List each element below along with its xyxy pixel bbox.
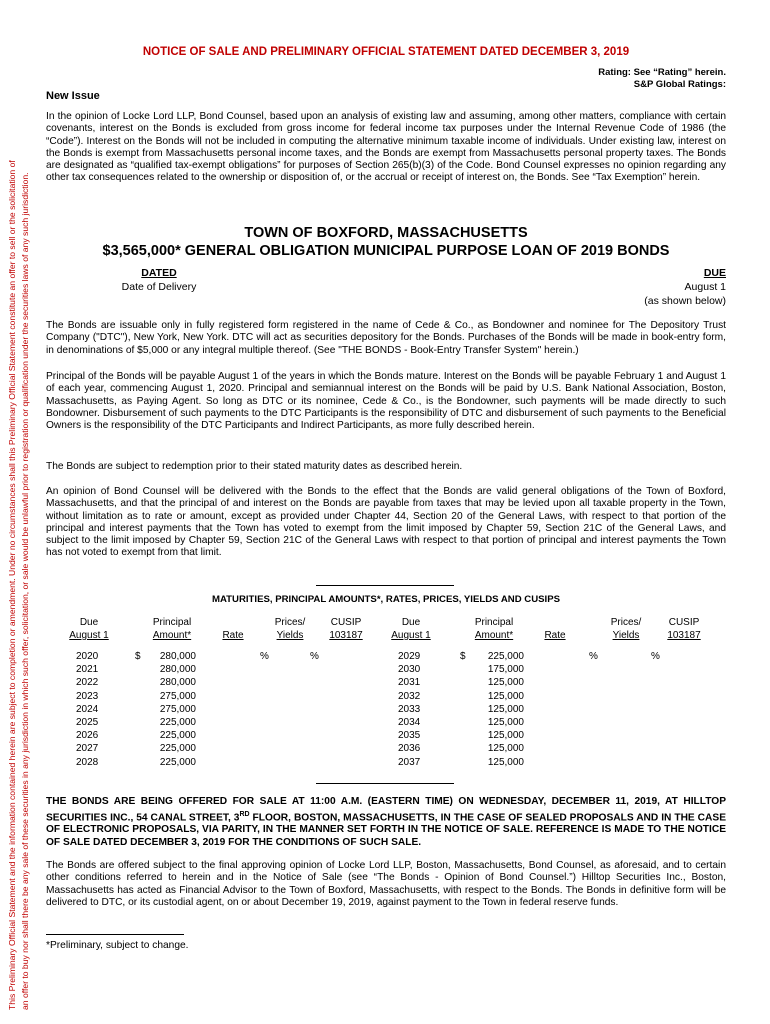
disclaimer-sidebar <box>6 0 40 1024</box>
tax-opinion-paragraph: In the opinion of Locke Lord LLP, Bond Counsel, based upon an analysis of existing law and assuming, among other matters, compliance with certain covenants, interest on the Bonds is excluded from gross income for federal income tax purposes under the Internal Revenue Code of 1986 (the “Code”). Interest on the Bonds will not be included in computing the alternative minimum taxable income of individuals. Under existing law, interest on the Bonds is exempt from Massachusetts personal income taxes, and the Bonds are exempt from Massachusetts personal property taxes. The Bonds are designated as “qualified tax-exempt obligations” for purposes of Section 265(b)(3) of the Code. Bond Counsel expresses no opinion regarding any other tax consequences related to the ownership or disposition of, or the accrual or receipt of interest on, the Bonds. See “Tax Exemption” herein. <box>46 111 726 184</box>
issuer-heading <box>46 224 726 260</box>
maturity-year: 2020 <box>76 651 99 662</box>
disclaimer-line-2: an offer to buy nor shall there be any sale of these securities in any jurisdiction in which such offer, solicitation, or sale would be unlawful prior to registration or qualification under the securities laws of any such jurisdiction. <box>20 172 30 1010</box>
principal-amount: 280,000 <box>159 664 196 676</box>
maturity-years-left <box>76 650 106 769</box>
maturity-year: 2031 <box>398 677 421 689</box>
currency-left: $ <box>135 651 141 662</box>
principal-amount: 125,000 <box>487 677 524 689</box>
principal-amounts-right <box>472 650 524 769</box>
principal-amount: 280,000 <box>159 677 196 689</box>
maturity-year: 2030 <box>398 664 421 676</box>
disclaimer-text <box>6 10 40 1010</box>
maturity-year: 2034 <box>398 717 421 729</box>
registration-paragraph: The Bonds are issuable only in fully registered form registered in the name of Cede & Co., as Bondowner and nominee for The Depository Trust Company ("DTC"), New York, New York. DTC will act as securities depository for the Bonds. Purchases of the Bonds will be made in book-entry form, in denominations of $5,000 or any integral multiple thereof. (See "THE BONDS - Book-Entry Transfer System" herein.) <box>46 320 726 356</box>
maturity-year: 2029 <box>398 651 421 662</box>
header-prices-left: Prices/ Yields <box>274 617 306 641</box>
rating-line-1: Rating: See “Rating” herein. <box>598 67 726 78</box>
header-rate-left: Rate <box>222 630 244 641</box>
maturity-year: 2036 <box>398 743 421 755</box>
header-cusip-right: CUSIP 103187 <box>667 617 701 641</box>
header-prices-right: Prices/ Yields <box>610 617 642 641</box>
due-value-1: August 1 <box>684 281 726 293</box>
principal-amount: 225,000 <box>159 717 196 729</box>
bond-counsel-opinion-paragraph: An opinion of Bond Counsel will be delivered with the Bonds to the effect that the Bonds are valid general obligations of the Town of Boxford, Massachusetts, and that the principal of and interest on the Bonds are payable from taxes that may be levied upon all taxable property in the Town, without limitation as to rate or amount, except as provided under Chapter 44, Section 20 of the General Laws, with respect to that portion of the principal and interest payments that the Town has voted to exempt from the limit imposed by Chapter 59, Section 21C of the General Laws, and subject to the limit imposed by Chapter 59, Section 21C of the General Laws with respect to that portion of principal and interest payments the Town has not voted to exempt from that limit. <box>46 486 726 559</box>
footnote: *Preliminary, subject to change. <box>46 940 189 951</box>
divider-rule <box>316 585 454 586</box>
principal-amount: 175,000 <box>487 664 524 676</box>
principal-amount: 225,000 <box>487 651 524 662</box>
maturity-year: 2033 <box>398 703 421 715</box>
principal-amounts-left <box>146 650 196 769</box>
yield-percent-left: % <box>310 651 319 662</box>
maturity-year: 2028 <box>76 756 99 768</box>
maturity-year: 2037 <box>398 756 421 768</box>
divider-rule-2 <box>316 783 454 784</box>
header-due-left: Due August 1 <box>69 617 109 641</box>
principal-amount: 275,000 <box>159 690 196 702</box>
rating-block <box>598 67 726 91</box>
footnote-rule <box>46 934 184 935</box>
header-cusip-left: CUSIP 103187 <box>329 617 363 641</box>
maturity-year: 2021 <box>76 664 99 676</box>
principal-amount: 275,000 <box>159 703 196 715</box>
header-rate-right: Rate <box>544 630 566 641</box>
maturity-table-title: MATURITIES, PRINCIPAL AMOUNTS*, RATES, PRICES, YIELDS AND CUSIPS <box>211 594 561 605</box>
header-due-right: Due August 1 <box>391 617 431 641</box>
payment-paragraph: Principal of the Bonds will be payable August 1 of the years in which the Bonds mature. Interest on the Bonds will be payable February 1 and August 1 of each year, commencing August 1, 2020. Principal and semiannual interest on the Bonds will be paid by U.S. Bank National Association, Boston, Massachusetts, as Paying Agent. So long as DTC or its nominee, Cede & Co., is the Bondowner, such payments will be made directly to such Bondowner. Disbursement of such payments to the DTC Participants is the responsibility of DTC and disbursement of such payments to the Beneficial Owners is the responsibility of the DTC Participants and Indirect Participants, as more fully described herein. <box>46 371 726 432</box>
principal-amount: 125,000 <box>487 756 524 768</box>
dated-value: Date of Delivery <box>121 281 197 293</box>
issuer-name: TOWN OF BOXFORD, MASSACHUSETTS <box>244 225 528 241</box>
rate-percent-left: % <box>260 651 269 662</box>
principal-amount: 125,000 <box>487 730 524 742</box>
disclaimer-line-1: This Preliminary Official Statement and the information contained herein are subject to completion or amendment. Under no circumstances shall this Preliminary Official Statement constitute an offer to sell or the solicitation of <box>7 160 17 1010</box>
rating-line-2: S&P Global Ratings: <box>633 79 726 90</box>
yield-percent-right: % <box>651 651 660 662</box>
maturity-year: 2022 <box>76 677 99 689</box>
maturity-year: 2023 <box>76 690 99 702</box>
redemption-paragraph: The Bonds are subject to redemption prior to their stated maturity dates as described herein. <box>46 461 463 472</box>
maturity-year: 2027 <box>76 743 99 755</box>
maturity-year: 2032 <box>398 690 421 702</box>
principal-amount: 225,000 <box>159 756 196 768</box>
principal-amount: 125,000 <box>487 717 524 729</box>
header-principal-right: Principal Amount* <box>474 617 514 641</box>
principal-amount: 125,000 <box>487 743 524 755</box>
principal-amount: 280,000 <box>159 651 196 662</box>
offering-notice-paragraph: THE BONDS ARE BEING OFFERED FOR SALE AT 11:00 A.M. (EASTERN TIME) ON WEDNESDAY, DECEMBER 11, 2019, AT HILLTOP SECURITIES INC., 54 CANAL STREET, 3RD FLOOR, BOSTON, MASSACHUSETTS, IN THE CASE OF SEALED PROPOSALS AND IN THE CASE OF ELECTRONIC PROPOSALS, VIA PARITY, IN THE MANNER SET FORTH IN THE NOTICE OF SALE. REFERENCE IS MADE TO THE NOTICE OF SALE DATED DECEMBER 3, 2019 FOR THE CONDITIONS OF SUCH SALE. <box>46 796 726 848</box>
delivery-paragraph: The Bonds are offered subject to the final approving opinion of Locke Lord LLP, Boston, Massachusetts, Bond Counsel, as aforesaid, and to certain other conditions referred to herein and in the Notice of Sale (see “The Bonds - Opinion of Bond Counsel.”) Hilltop Securities Inc., Boston, Massachusetts has acted as Financial Advisor to the Town of Boxford, Massachusetts, with respect to the Bonds. The Bonds in definitive form will be delivered to DTC, or its custodial agent, on or about December 19, 2019, against payment to the Town in federal reserve funds. <box>46 860 726 908</box>
principal-amount: 225,000 <box>159 730 196 742</box>
principal-amount: 225,000 <box>159 743 196 755</box>
new-issue-label: New Issue <box>46 90 100 102</box>
maturity-year: 2026 <box>76 730 99 742</box>
maturity-years-right <box>398 650 428 769</box>
due-value-2: (as shown below) <box>644 295 726 307</box>
header-principal-left: Principal Amount* <box>152 617 192 641</box>
dated-label: DATED <box>141 267 177 279</box>
notice-title: NOTICE OF SALE AND PRELIMINARY OFFICIAL STATEMENT DATED DECEMBER 3, 2019 <box>142 46 630 58</box>
maturity-year: 2025 <box>76 717 99 729</box>
bond-issue-title: $3,565,000* GENERAL OBLIGATION MUNICIPAL PURPOSE LOAN OF 2019 BONDS <box>102 243 670 259</box>
due-label: DUE <box>703 267 726 279</box>
due-block <box>606 266 726 308</box>
principal-amount: 125,000 <box>487 690 524 702</box>
currency-right: $ <box>460 651 466 662</box>
rate-percent-right: % <box>589 651 598 662</box>
maturity-year: 2024 <box>76 703 99 715</box>
maturity-year: 2035 <box>398 730 421 742</box>
principal-amount: 125,000 <box>487 703 524 715</box>
dated-block <box>104 266 214 294</box>
